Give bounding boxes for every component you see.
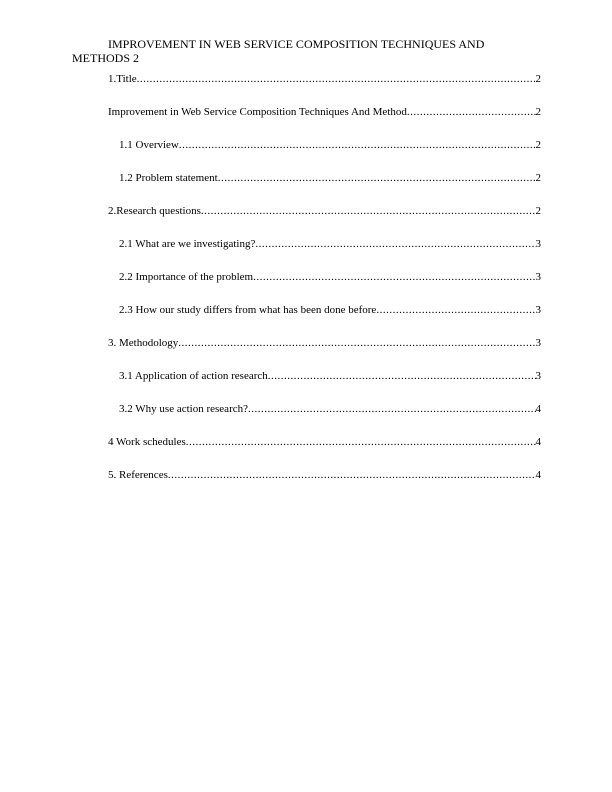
toc-entry-research-questions[interactable]: [108, 205, 541, 218]
toc-entry-text: 4 Work schedules: [108, 436, 186, 448]
toc-page-number: 4: [535, 469, 541, 481]
toc-page-number: 2: [535, 139, 541, 151]
toc-page-number: 3: [535, 271, 541, 283]
toc-page-number: 2: [535, 73, 541, 85]
toc-entry-text: 3.2 Why use action research?: [119, 403, 248, 415]
toc-leader-dots: [407, 106, 536, 119]
toc-entry-work-schedules[interactable]: [108, 436, 541, 449]
toc-page-number: 3: [535, 337, 541, 349]
toc-entry-title[interactable]: [108, 73, 541, 86]
toc-leader-dots: [253, 271, 535, 284]
toc-entry-text: 2.3 How our study differs from what has been done before: [119, 304, 377, 316]
toc-entry-text: 3.1 Application of action research: [119, 370, 268, 382]
toc-leader-dots: [168, 469, 536, 482]
toc-entry-references[interactable]: [108, 469, 541, 482]
toc-leader-dots: [178, 337, 535, 350]
toc-page-number: 2: [535, 172, 541, 184]
toc-page-number: 2: [535, 205, 541, 217]
toc-entry-text: 1.1 Overview: [119, 139, 179, 151]
toc-entry-text: 1.2 Problem statement: [119, 172, 218, 184]
toc-entry-problem-statement[interactable]: [108, 172, 541, 185]
toc-entry-text: 1.Title: [108, 73, 137, 85]
toc-leader-dots: [376, 304, 535, 317]
toc-entry-investigating[interactable]: [108, 238, 541, 251]
toc-leader-dots: [201, 205, 536, 218]
toc-entry-text: 2.Research questions: [108, 205, 201, 217]
toc-page-number: 3: [535, 304, 541, 316]
toc-leader-dots: [268, 370, 536, 383]
toc-entry-text: 2.2 Importance of the problem: [119, 271, 254, 283]
toc-entry-text: 3. Methodology: [108, 337, 179, 349]
toc-entry-importance[interactable]: [108, 271, 541, 284]
toc-leader-dots: [179, 139, 536, 152]
toc-page-number: 4: [535, 436, 541, 448]
toc-page-number: 3: [535, 238, 541, 250]
toc-entry-methodology[interactable]: [108, 337, 541, 350]
toc-entry-why-action-research[interactable]: [108, 403, 541, 416]
toc-page-number: 3: [535, 370, 541, 382]
toc-leader-dots: [248, 403, 536, 416]
toc-page-number: 4: [535, 403, 541, 415]
toc-entry-text: 2.1 What are we investigating?: [119, 238, 256, 250]
toc-leader-dots: [137, 73, 536, 86]
toc-page-number: 2: [535, 106, 541, 118]
toc-entry-application[interactable]: [108, 370, 541, 383]
toc-leader-dots: [255, 238, 535, 251]
toc-entry-improvement[interactable]: [108, 106, 541, 119]
toc-entry-overview[interactable]: [108, 139, 541, 152]
table-of-contents: [108, 73, 541, 502]
toc-entry-text: Improvement in Web Service Composition Techniques And Method: [108, 106, 407, 118]
toc-entry-text: 5. References: [108, 469, 168, 481]
toc-leader-dots: [218, 172, 536, 185]
toc-leader-dots: [186, 436, 536, 449]
toc-entry-study-differs[interactable]: [108, 304, 541, 317]
running-head: IMPROVEMENT IN WEB SERVICE COMPOSITION TECHNIQUES AND METHODS 2: [72, 37, 485, 65]
